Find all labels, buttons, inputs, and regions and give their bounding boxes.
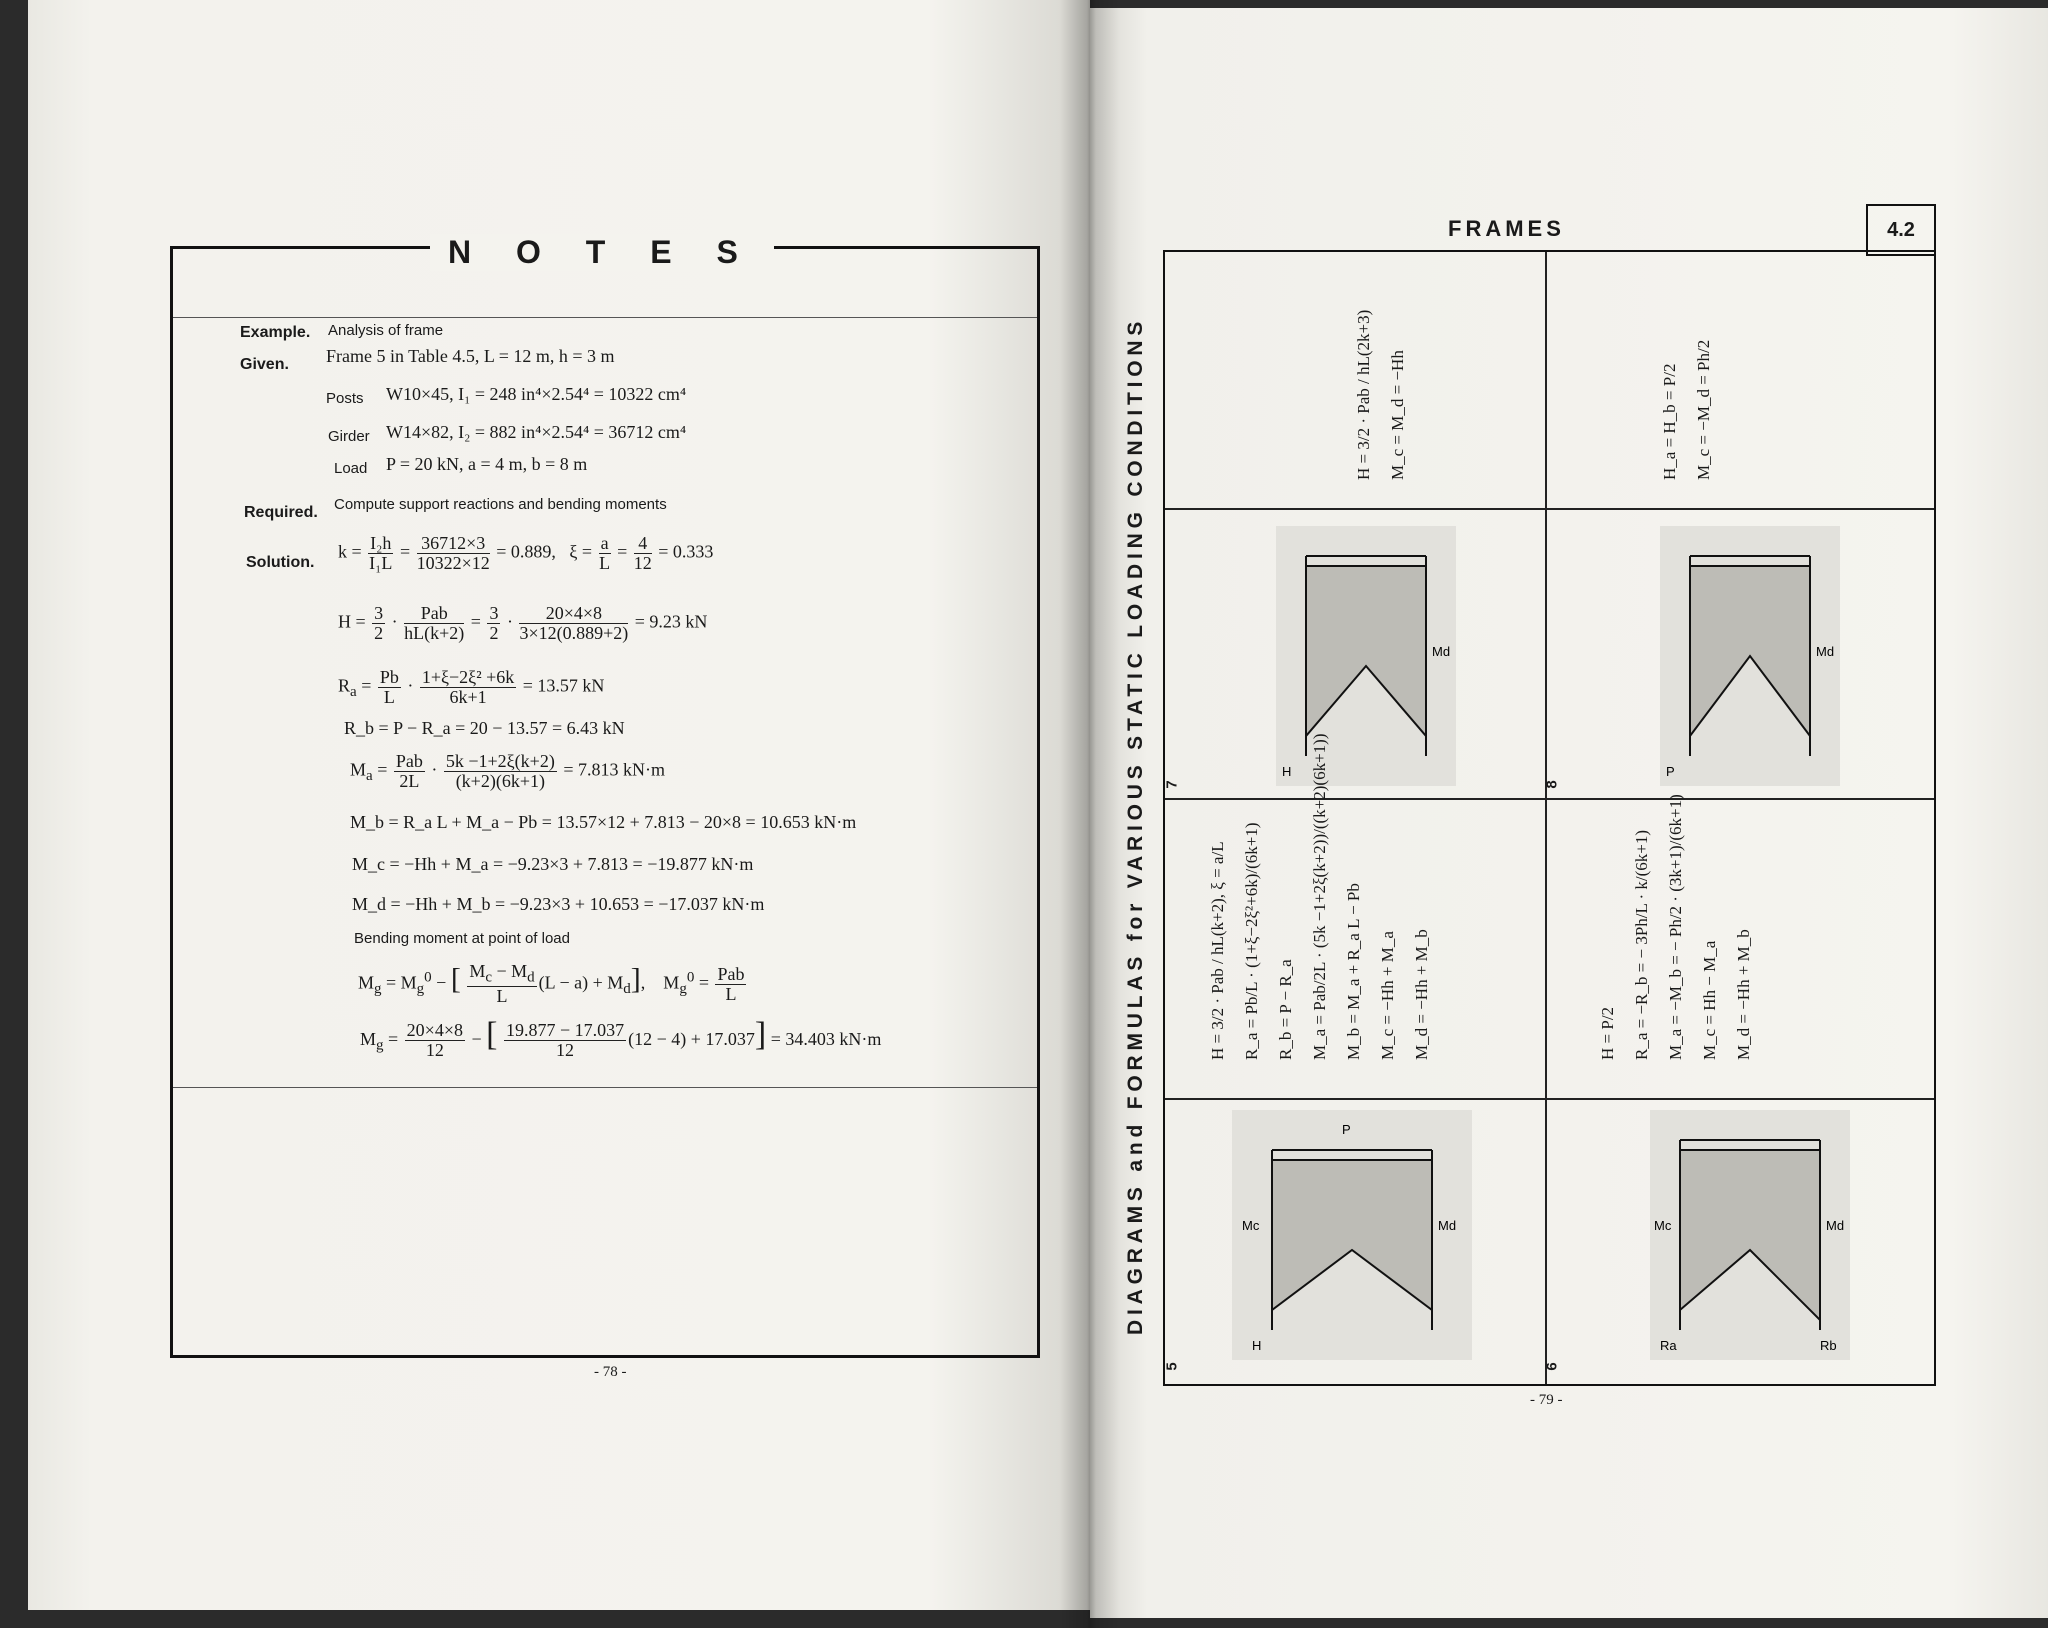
notes-box xyxy=(170,246,1040,1358)
table-row-divider-3 xyxy=(1165,1098,1934,1100)
frame6-ra-label: Ra xyxy=(1660,1338,1677,1353)
frame6-formulas: H = P/2 R_a = −R_b = − 3Ph/L · k/(6k+1) M_a = −M_b = − Ph/2 · (3k+1)/(6k+1) M_c = Hh − M_a M_d = −Hh + M_b xyxy=(1598,794,1753,1060)
frame6-mc-label: Mc xyxy=(1654,1218,1672,1233)
example-label: Example. xyxy=(240,324,311,341)
cell-number-5: 5 xyxy=(1163,1362,1181,1371)
frame6-rb-label: Rb xyxy=(1820,1338,1837,1353)
notes-header-rule xyxy=(173,317,1037,318)
posts-text: W10×45, I₁ = 248 in⁴×2.54⁴ = 10322 cm⁴ xyxy=(386,384,687,404)
left-page-number: - 78 - xyxy=(594,1364,627,1380)
frame5-p-label: P xyxy=(1342,1122,1351,1137)
eq-Mg-value: $M_g$ = $\frac{20\times 4\times 8}{12}$ − [ $\frac{19.877 - 17.037}{12}$ (12 − 4) + 17.037] = 34.403 kN·m xyxy=(360,1016,882,1061)
cell-number-6: 6 xyxy=(1543,1362,1561,1371)
frame5-h-label: H xyxy=(1252,1338,1262,1353)
frame7-formulas: H = 3/2 · Pab / hL(2k+3) M_c = M_d = −Hh xyxy=(1354,309,1407,480)
frame5-md-label: Md xyxy=(1438,1218,1457,1233)
frame8-diagram xyxy=(1660,526,1840,786)
eq-Mb: M_b = R_a L + M_a − Pb = 13.57×12 + 7.813 − 20×8 = 10.653 kN·m xyxy=(350,812,857,832)
eq-k: k = $\frac{\text{I₂h}}{\text{I₁L}}$ = $\frac{36712\times 3}{10322\times 12}$ = 0.889, ξ = $\frac{a}{L}$ = $\frac{4}{12}$ = 0.333 xyxy=(338,533,714,573)
required-label: Required. xyxy=(244,504,318,521)
posts-label: Posts xyxy=(326,390,364,407)
right-page-number: - 79 - xyxy=(1530,1392,1563,1408)
frame5-mc-label: Mc xyxy=(1242,1218,1260,1233)
given-line1: Frame 5 in Table 4.5, L = 12 m, h = 3 m xyxy=(326,346,615,366)
eq-Ra: $R_a$ = $\frac{Pb}{L}$ · $\frac{\text{1+ξ−2ξ² +6k}}{6k+1}$ = 13.57 kN xyxy=(338,667,605,707)
given-label: Given. xyxy=(240,356,289,373)
load-text: P = 20 kN, a = 4 m, b = 8 m xyxy=(386,454,588,474)
example-text: Analysis of frame xyxy=(328,322,444,339)
section-tab: 4.2 xyxy=(1866,204,1936,256)
frame7-md-label: Md xyxy=(1432,644,1451,659)
eq-Mg-formula: $M_g = M_g^0$ − [ $\frac{M_c - M_d}{L}$ $(L - a) + M_d$], $M_g^0$ = $\frac{\text{Pab}}{L}$ xyxy=(358,961,745,1007)
table-row-divider-1 xyxy=(1165,508,1934,510)
frame5-diagram xyxy=(1232,1110,1472,1360)
eq-Mc: M_c = −Hh + M_a = −9.23×3 + 7.813 = −19.877 kN·m xyxy=(352,854,754,874)
bending-text: Bending moment at point of load xyxy=(354,930,570,947)
frame8-md-label: Md xyxy=(1816,644,1835,659)
vertical-title: DIAGRAMS and FORMULAS for VARIOUS STATIC LOADING CONDITIONS xyxy=(1124,316,1147,1335)
frame6-diagram xyxy=(1650,1110,1850,1360)
eq-Md: M_d = −Hh + M_b = −9.23×3 + 10.653 = −17.037 kN·m xyxy=(352,894,765,914)
table-col-divider xyxy=(1545,252,1547,1384)
frame6-md-label: Md xyxy=(1826,1218,1845,1233)
eq-H: H = $\frac{3}{2}$ · $\frac{\text{Pab}}{hL(k+2)}$ = $\frac{3}{2}$ · $\frac{20\times 4\times 8}{3\times 12(0.889+2)}$ = 9.23 kN xyxy=(338,603,708,643)
girder-label: Girder xyxy=(328,428,370,445)
cell-number-7: 7 xyxy=(1163,780,1181,789)
eq-Ma: $M_a$ = $\frac{\text{Pab}}{2L}$ · $\frac{5k -1+2\xi(k+2)}{(k+2)(6k+1)}$ = 7.813 kN·m xyxy=(350,751,665,791)
required-text: Compute support reactions and bending moments xyxy=(334,496,667,513)
notes-bottom-rule xyxy=(173,1087,1037,1088)
frame5-formulas: H = 3/2 · Pab / hL(k+2), ξ = a/L R_a = Pb/L · (1+ξ−2ξ²+6k)/(6k+1) R_b = P − R_a M_a = Pab/2L · (5k −1+2ξ(k+2))/((k+2)(6k+1)) M_b = M_a + R_a L − Pb M_c = −Hh + M_a M_d = −Hh + M_b xyxy=(1208,733,1431,1060)
frame7-h-label: H xyxy=(1282,764,1292,779)
frames-header: FRAMES xyxy=(1448,216,1565,241)
cell-number-8: 8 xyxy=(1543,780,1561,789)
frame8-formulas: H_a = H_b = P/2 M_c = −M_d = Ph/2 xyxy=(1660,339,1713,480)
notes-title: N O T E S xyxy=(430,234,774,271)
load-label: Load xyxy=(334,460,368,477)
eq-Rb: R_b = P − R_a = 20 − 13.57 = 6.43 kN xyxy=(344,718,625,738)
solution-label: Solution. xyxy=(246,554,315,571)
girder-text: W14×82, I₂ = 882 in⁴×2.54⁴ = 36712 cm⁴ xyxy=(386,422,687,442)
frame8-p-label: P xyxy=(1666,764,1675,779)
